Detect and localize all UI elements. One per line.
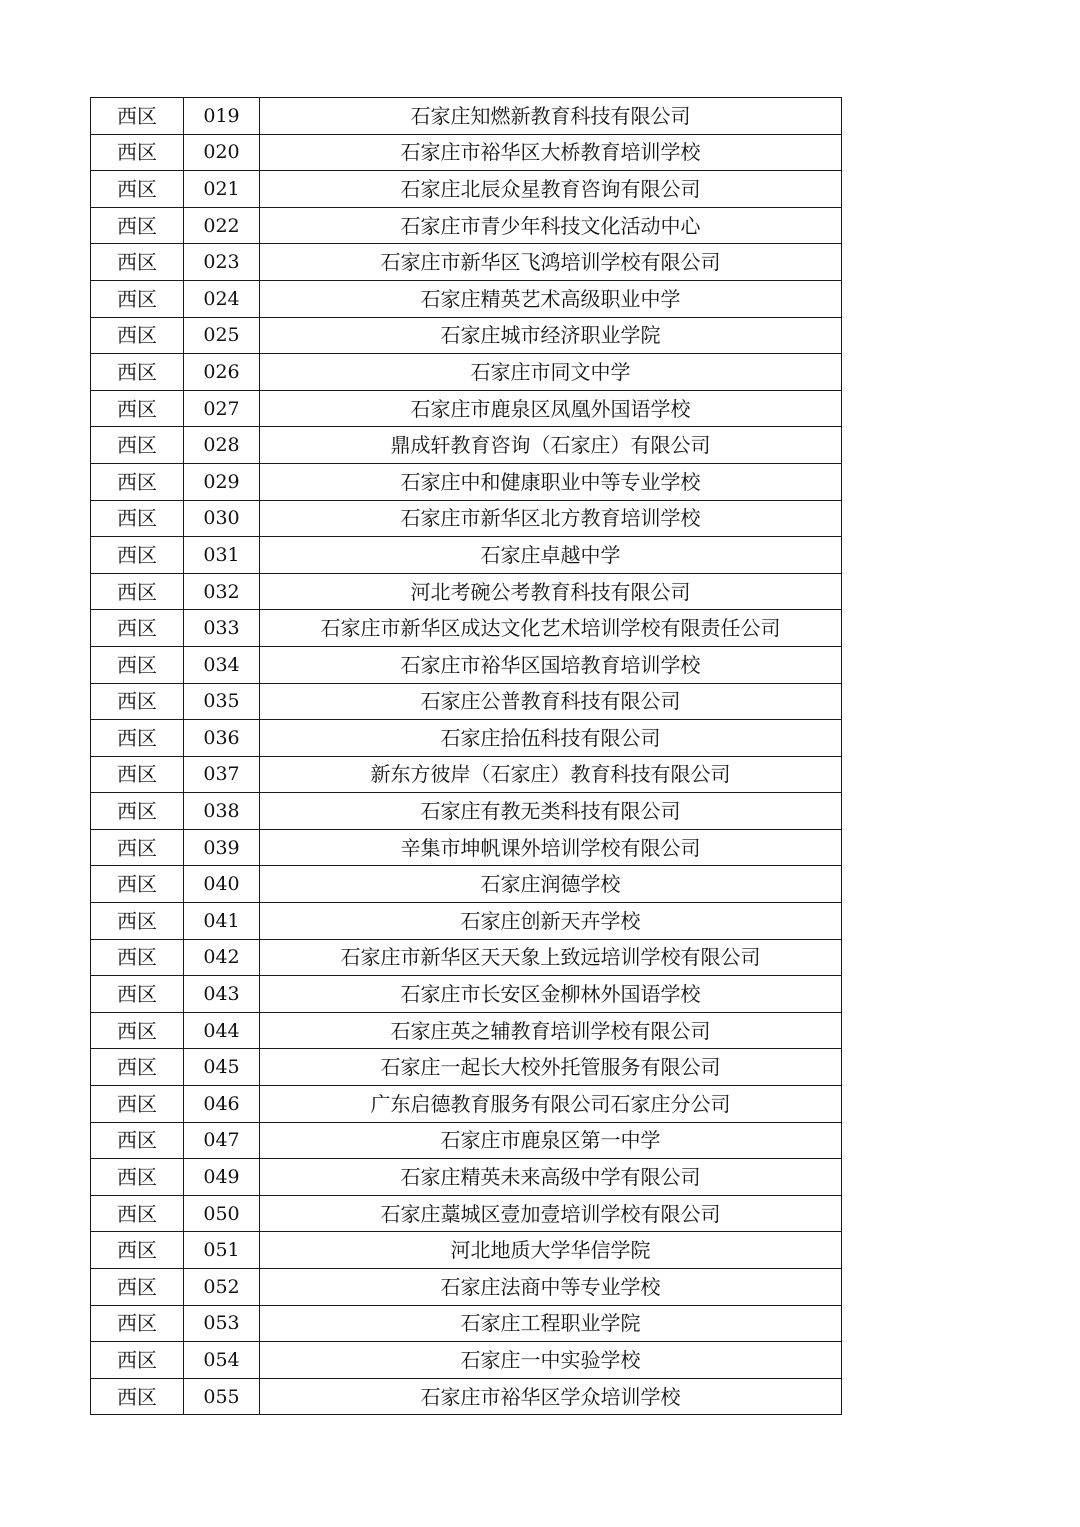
region-cell: 西区 — [91, 317, 184, 354]
region-cell: 西区 — [91, 829, 184, 866]
table-row — [91, 244, 842, 281]
institution-name-cell: 石家庄市新华区天天象上致远培训学校有限公司 — [260, 939, 842, 976]
region-cell: 西区 — [91, 134, 184, 171]
region-cell: 西区 — [91, 463, 184, 500]
region-cell: 西区 — [91, 683, 184, 720]
institution-name-cell: 石家庄卓越中学 — [260, 537, 842, 574]
table-row — [91, 500, 842, 537]
institution-name-cell: 河北地质大学华信学院 — [260, 1232, 842, 1269]
institution-name-cell: 石家庄市鹿泉区凤凰外国语学校 — [260, 390, 842, 427]
code-cell: 026 — [184, 354, 260, 391]
code-cell: 028 — [184, 427, 260, 464]
institution-name-cell: 石家庄市新华区飞鸿培训学校有限公司 — [260, 244, 842, 281]
code-cell: 024 — [184, 280, 260, 317]
institution-name-cell: 石家庄一起长大校外托管服务有限公司 — [260, 1049, 842, 1086]
institution-name-cell: 石家庄中和健康职业中等专业学校 — [260, 463, 842, 500]
region-cell: 西区 — [91, 207, 184, 244]
table-row — [91, 207, 842, 244]
code-cell: 055 — [184, 1378, 260, 1415]
institution-name-cell: 石家庄市青少年科技文化活动中心 — [260, 207, 842, 244]
institution-name-cell: 辛集市坤帆课外培训学校有限公司 — [260, 829, 842, 866]
institution-name-cell: 河北考碗公考教育科技有限公司 — [260, 573, 842, 610]
region-cell: 西区 — [91, 1305, 184, 1342]
table-row — [91, 683, 842, 720]
code-cell: 044 — [184, 1012, 260, 1049]
institution-name-cell: 石家庄市长安区金柳林外国语学校 — [260, 976, 842, 1013]
institution-name-cell: 石家庄创新天卉学校 — [260, 903, 842, 940]
code-cell: 043 — [184, 976, 260, 1013]
code-cell: 025 — [184, 317, 260, 354]
region-cell: 西区 — [91, 1012, 184, 1049]
institution-name-cell: 鼎成轩教育咨询（石家庄）有限公司 — [260, 427, 842, 464]
region-cell: 西区 — [91, 976, 184, 1013]
table-row — [91, 1232, 842, 1269]
region-cell: 西区 — [91, 1195, 184, 1232]
table-row — [91, 1195, 842, 1232]
code-cell: 030 — [184, 500, 260, 537]
table-row — [91, 866, 842, 903]
institution-name-cell: 石家庄城市经济职业学院 — [260, 317, 842, 354]
table-row — [91, 1122, 842, 1159]
code-cell: 051 — [184, 1232, 260, 1269]
table-row — [91, 317, 842, 354]
code-cell: 049 — [184, 1159, 260, 1196]
code-cell: 021 — [184, 171, 260, 208]
institution-name-cell: 石家庄润德学校 — [260, 866, 842, 903]
region-cell: 西区 — [91, 390, 184, 427]
code-cell: 045 — [184, 1049, 260, 1086]
region-cell: 西区 — [91, 1342, 184, 1379]
region-cell: 西区 — [91, 793, 184, 830]
code-cell: 029 — [184, 463, 260, 500]
institution-name-cell: 石家庄知燃新教育科技有限公司 — [260, 98, 842, 135]
region-cell: 西区 — [91, 280, 184, 317]
code-cell: 027 — [184, 390, 260, 427]
table-row — [91, 1012, 842, 1049]
institution-name-cell: 石家庄工程职业学院 — [260, 1305, 842, 1342]
region-cell: 西区 — [91, 646, 184, 683]
institution-name-cell: 石家庄法商中等专业学校 — [260, 1269, 842, 1306]
institution-name-cell: 石家庄市裕华区学众培训学校 — [260, 1378, 842, 1415]
code-cell: 036 — [184, 720, 260, 757]
code-cell: 020 — [184, 134, 260, 171]
region-cell: 西区 — [91, 573, 184, 610]
code-cell: 054 — [184, 1342, 260, 1379]
institution-name-cell: 石家庄市裕华区大桥教育培训学校 — [260, 134, 842, 171]
table-row — [91, 829, 842, 866]
region-cell: 西区 — [91, 1122, 184, 1159]
region-cell: 西区 — [91, 354, 184, 391]
table-row — [91, 390, 842, 427]
table-row — [91, 280, 842, 317]
region-cell: 西区 — [91, 1159, 184, 1196]
institution-name-cell: 石家庄公普教育科技有限公司 — [260, 683, 842, 720]
code-cell: 037 — [184, 756, 260, 793]
region-cell: 西区 — [91, 756, 184, 793]
table-row — [91, 939, 842, 976]
institution-name-cell: 石家庄拾伍科技有限公司 — [260, 720, 842, 757]
code-cell: 031 — [184, 537, 260, 574]
table-row — [91, 756, 842, 793]
code-cell: 033 — [184, 610, 260, 647]
institution-name-cell: 石家庄英之辅教育培训学校有限公司 — [260, 1012, 842, 1049]
table-row — [91, 1049, 842, 1086]
table-row — [91, 720, 842, 757]
region-cell: 西区 — [91, 1049, 184, 1086]
institution-name-cell: 石家庄市新华区北方教育培训学校 — [260, 500, 842, 537]
region-cell: 西区 — [91, 866, 184, 903]
table-row — [91, 646, 842, 683]
code-cell: 040 — [184, 866, 260, 903]
table-body — [91, 98, 842, 1415]
code-cell: 035 — [184, 683, 260, 720]
table-row — [91, 573, 842, 610]
code-cell: 022 — [184, 207, 260, 244]
table-row — [91, 171, 842, 208]
institution-name-cell: 广东启德教育服务有限公司石家庄分公司 — [260, 1086, 842, 1123]
region-cell: 西区 — [91, 903, 184, 940]
table-row — [91, 976, 842, 1013]
region-cell: 西区 — [91, 244, 184, 281]
table-row — [91, 537, 842, 574]
code-cell: 046 — [184, 1086, 260, 1123]
table-row — [91, 1378, 842, 1415]
region-cell: 西区 — [91, 939, 184, 976]
code-cell: 041 — [184, 903, 260, 940]
table-row — [91, 354, 842, 391]
region-cell: 西区 — [91, 500, 184, 537]
institution-name-cell: 石家庄市裕华区国培教育培训学校 — [260, 646, 842, 683]
code-cell: 034 — [184, 646, 260, 683]
region-cell: 西区 — [91, 171, 184, 208]
region-cell: 西区 — [91, 1269, 184, 1306]
table-row — [91, 610, 842, 647]
region-cell: 西区 — [91, 98, 184, 135]
institution-name-cell: 石家庄北辰众星教育咨询有限公司 — [260, 171, 842, 208]
code-cell: 047 — [184, 1122, 260, 1159]
institution-name-cell: 石家庄市新华区成达文化艺术培训学校有限责任公司 — [260, 610, 842, 647]
institution-name-cell: 石家庄市鹿泉区第一中学 — [260, 1122, 842, 1159]
region-cell: 西区 — [91, 427, 184, 464]
institution-name-cell: 石家庄精英未来高级中学有限公司 — [260, 1159, 842, 1196]
table-row — [91, 98, 842, 135]
institution-name-cell: 石家庄精英艺术高级职业中学 — [260, 280, 842, 317]
institution-name-cell: 石家庄有教无类科技有限公司 — [260, 793, 842, 830]
code-cell: 052 — [184, 1269, 260, 1306]
institution-name-cell: 石家庄藁城区壹加壹培训学校有限公司 — [260, 1195, 842, 1232]
code-cell: 050 — [184, 1195, 260, 1232]
region-cell: 西区 — [91, 1232, 184, 1269]
region-cell: 西区 — [91, 1378, 184, 1415]
region-cell: 西区 — [91, 720, 184, 757]
table-row — [91, 793, 842, 830]
code-cell: 032 — [184, 573, 260, 610]
table-row — [91, 1159, 842, 1196]
code-cell: 019 — [184, 98, 260, 135]
code-cell: 039 — [184, 829, 260, 866]
institution-name-cell: 石家庄市同文中学 — [260, 354, 842, 391]
table-row — [91, 1305, 842, 1342]
table-row — [91, 134, 842, 171]
table-row — [91, 1269, 842, 1306]
institution-table — [90, 97, 842, 1415]
code-cell: 053 — [184, 1305, 260, 1342]
table-row — [91, 427, 842, 464]
code-cell: 042 — [184, 939, 260, 976]
code-cell: 038 — [184, 793, 260, 830]
region-cell: 西区 — [91, 610, 184, 647]
region-cell: 西区 — [91, 1086, 184, 1123]
table-row — [91, 903, 842, 940]
table-row — [91, 1086, 842, 1123]
table-row — [91, 1342, 842, 1379]
institution-name-cell: 新东方彼岸（石家庄）教育科技有限公司 — [260, 756, 842, 793]
code-cell: 023 — [184, 244, 260, 281]
institution-name-cell: 石家庄一中实验学校 — [260, 1342, 842, 1379]
table-row — [91, 463, 842, 500]
region-cell: 西区 — [91, 537, 184, 574]
